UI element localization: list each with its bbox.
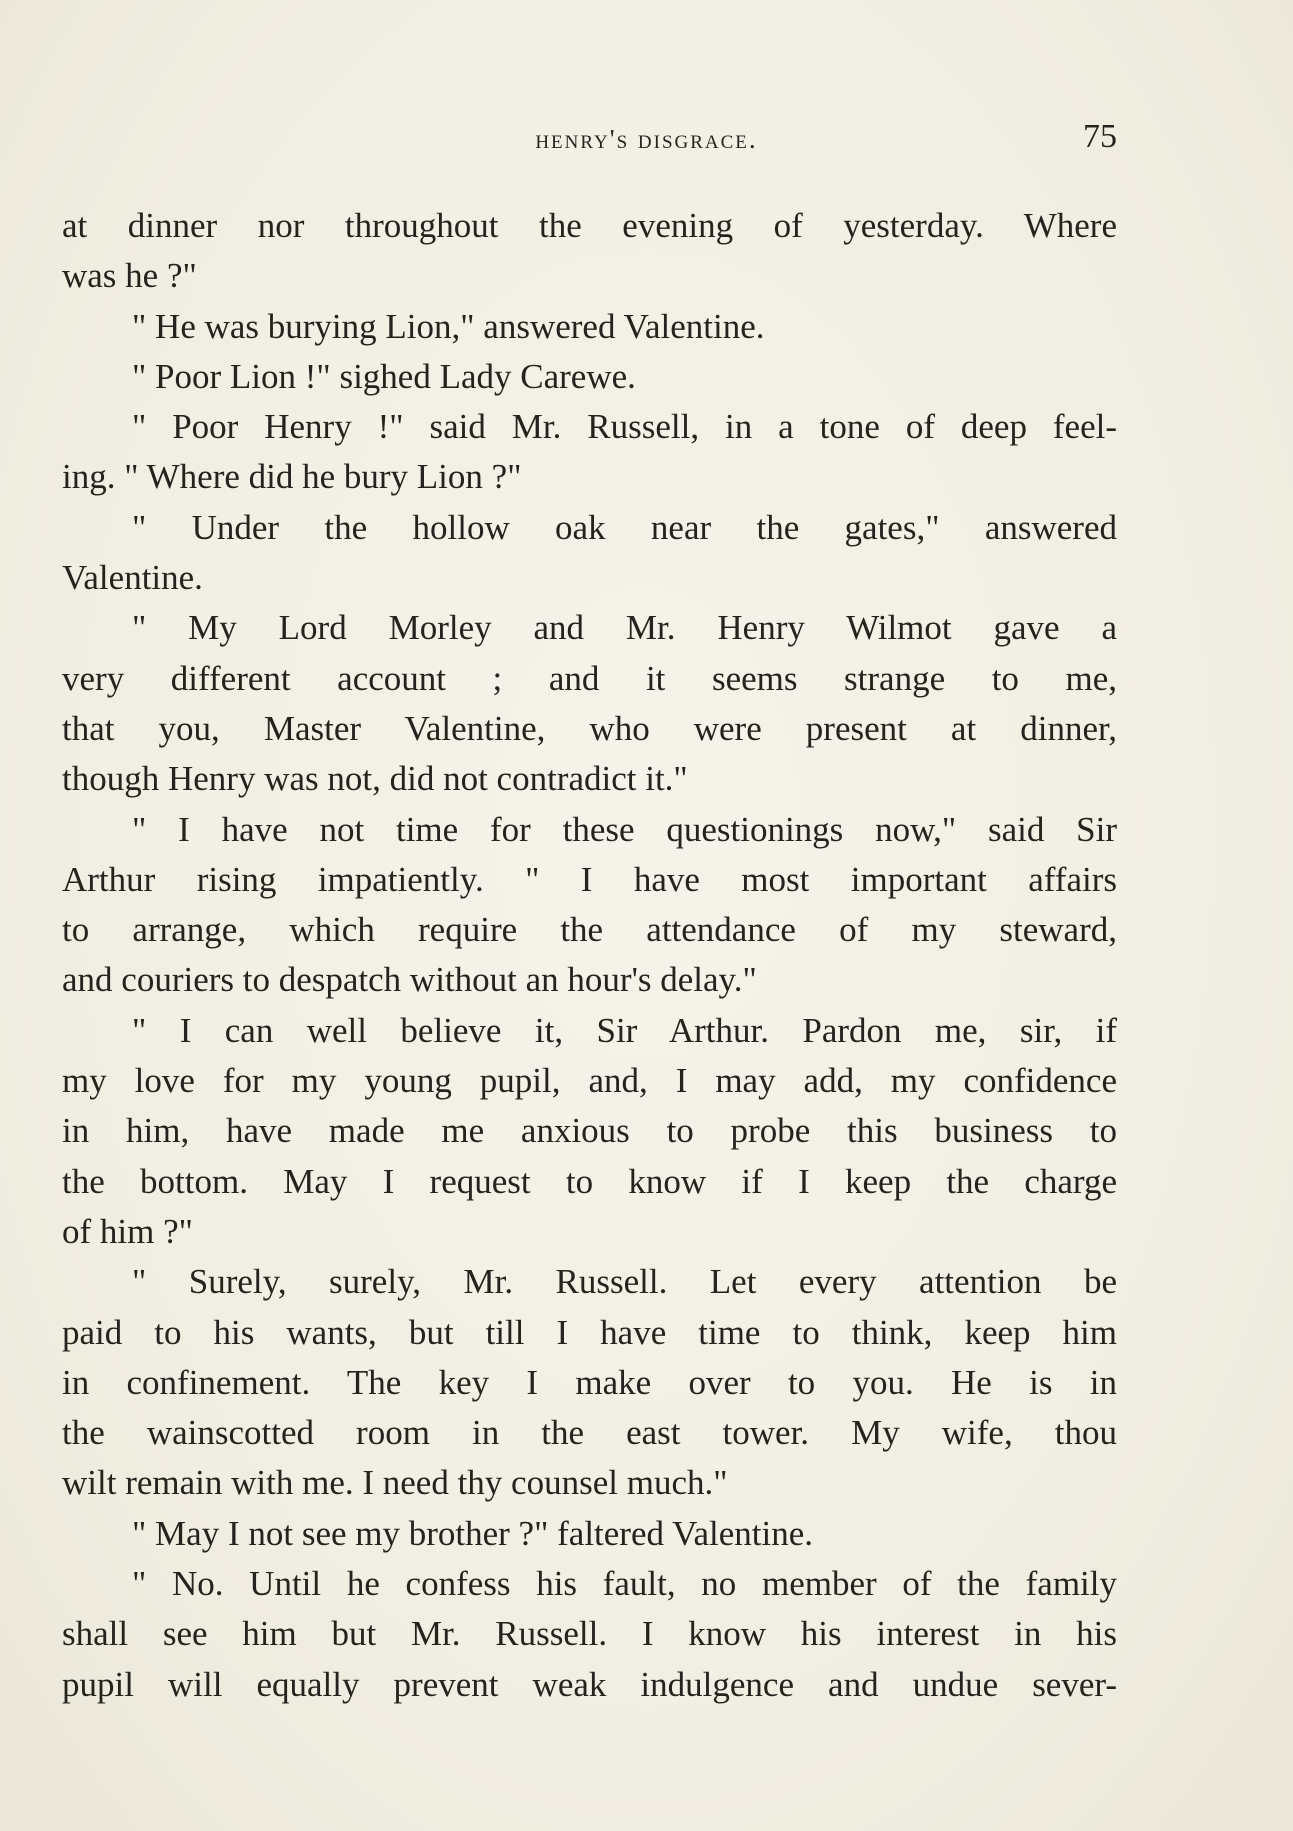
text-line: " Poor Lion !" sighed Lady Carewe. — [132, 356, 636, 396]
text-line: in confinement. The key I make over to you. He is in — [62, 1362, 1117, 1402]
text-line: of him ?" — [62, 1211, 193, 1251]
text-line: " He was burying Lion," answered Valentine. — [132, 306, 765, 346]
text-line: ing. " Where did he bury Lion ?" — [62, 457, 522, 497]
text-line: and couriers to despatch without an hour's delay." — [62, 960, 757, 1000]
text-line: though Henry was not, did not contradict it." — [62, 759, 688, 799]
text-line: " Poor Henry !" said Mr. Russell, in a tone of deep feel- — [132, 407, 1117, 447]
text-line: very different account ; and it seems strange to me, — [62, 658, 1117, 698]
text-line: " My Lord Morley and Mr. Henry Wilmot gave a — [132, 608, 1117, 648]
text-line: my love for my young pupil, and, I may add, my confidence — [62, 1061, 1117, 1101]
text-line: the wainscotted room in the east tower. My wife, thou — [62, 1413, 1117, 1453]
text-line: that you, Master Valentine, who were present at dinner, — [62, 708, 1117, 748]
text-line: in him, have made me anxious to probe this business to — [62, 1111, 1117, 1151]
running-title: henry's disgrace. — [535, 124, 758, 154]
text-line: at dinner nor throughout the evening of yesterday. Where — [62, 206, 1117, 245]
page-number: 75 — [1083, 118, 1117, 155]
text-line: " Under the hollow oak near the gates," answered — [132, 507, 1117, 547]
body-text — [62, 201, 1117, 1710]
text-line: " Surely, surely, Mr. Russell. Let every attention be — [132, 1262, 1117, 1302]
text-line: " I have not time for these questionings now," said Sir — [132, 809, 1117, 849]
text-line: " I can well believe it, Sir Arthur. Pardon me, sir, if — [132, 1010, 1117, 1050]
text-line: shall see him but Mr. Russell. I know his interest in his — [62, 1614, 1117, 1654]
text-line: " No. Until he confess his fault, no member of the family — [132, 1564, 1117, 1604]
text-line: " May I not see my brother ?" faltered Valentine. — [132, 1513, 814, 1553]
text-line: Valentine. — [62, 558, 203, 598]
running-head — [0, 118, 1293, 158]
text-line: paid to his wants, but till I have time to think, keep him — [62, 1312, 1117, 1352]
text-line: the bottom. May I request to know if I keep the charge — [62, 1161, 1117, 1201]
text-line: was he ?" — [62, 256, 197, 296]
text-line: wilt remain with me. I need thy counsel much." — [62, 1463, 728, 1503]
text-line: Arthur rising impatiently. " I have most important affairs — [62, 859, 1117, 899]
text-line: to arrange, which require the attendance of my steward, — [62, 910, 1117, 950]
text-line: pupil will equally prevent weak indulgence and undue sever- — [62, 1664, 1117, 1704]
